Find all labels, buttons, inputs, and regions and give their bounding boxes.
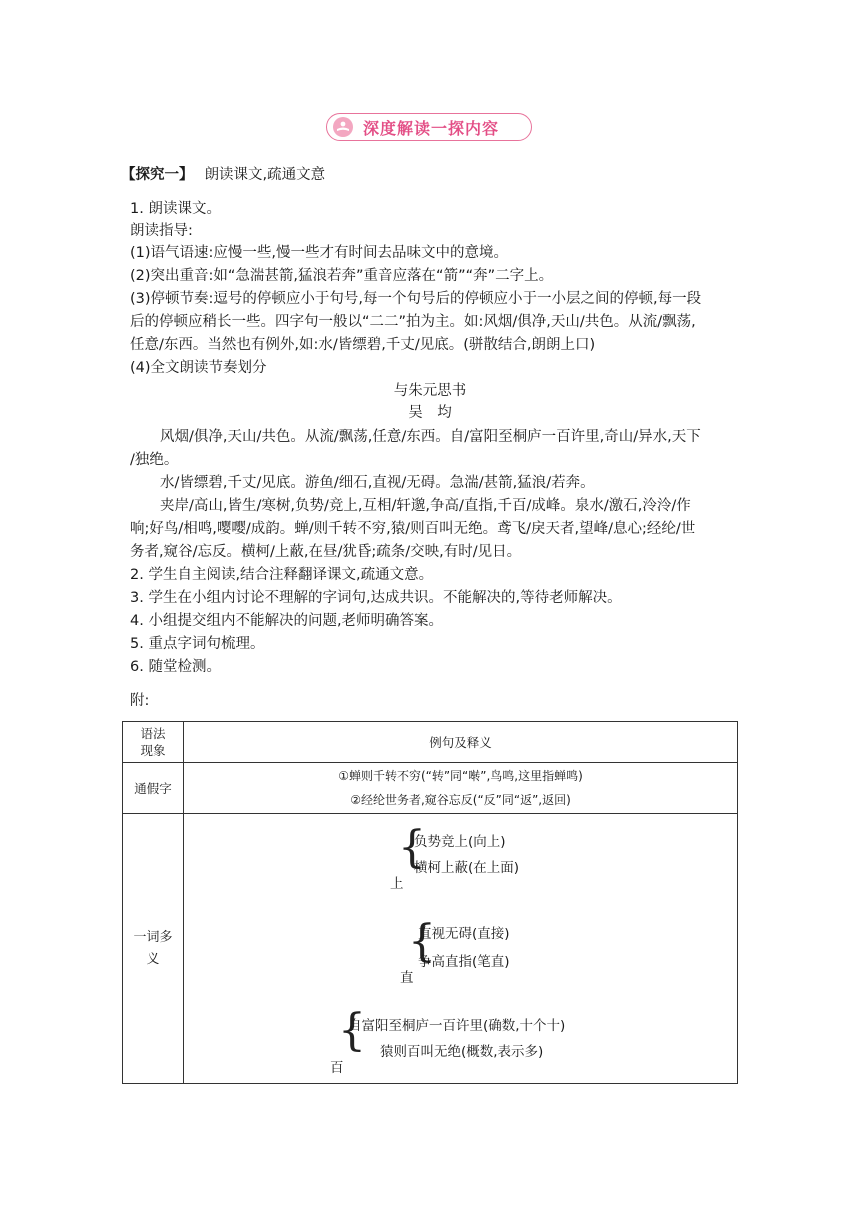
bai-example-1: 自富阳至桐庐一百许里(确数,十个十): [348, 1018, 566, 1034]
header-cell-examples: 例句及释义: [184, 722, 738, 763]
shang-example-2: 横柯上蔽(在上面): [414, 860, 520, 876]
brace-zhi: {: [408, 916, 436, 967]
step-1: 1. 朗读课文。: [130, 201, 221, 217]
tongjia-examples: [184, 763, 738, 814]
step-2: 2. 学生自主阅读,结合注释翻译课文,疏通文意。: [130, 567, 434, 583]
brace-shang: {: [398, 822, 426, 873]
appendix-label: 附:: [130, 693, 150, 709]
reading-guide-label: 朗读指导:: [130, 223, 193, 239]
brace-bai: {: [338, 1005, 366, 1056]
duoyi-label: 一词多义: [123, 814, 184, 1084]
zhi-example-2: 争高直指(笔直): [418, 954, 510, 970]
step-6: 6. 随堂检测。: [130, 659, 221, 675]
step-4: 4. 小组提交组内不能解决的问题,老师明确答案。: [130, 613, 444, 629]
banner-title: 深度解读一探内容: [363, 118, 500, 138]
bai-example-2: 猿则百叫无绝(概数,表示多): [380, 1044, 544, 1060]
tongjia-example-1: ①蝉则千转不穷(“转”同“啭”,鸟鸣,这里指蝉鸣): [338, 769, 583, 783]
poem-para-3-line-2: 响;好鸟/相鸣,嘤嘤/成韵。蝉/则千转不穷,猿/则百叫无绝。鸢飞/戾天者,望峰/息心;经纶/世: [130, 521, 696, 537]
header-cell-phenomenon: 语法现象: [123, 722, 184, 763]
table-row-tongjia: [123, 763, 738, 814]
section-heading: [121, 163, 325, 184]
bai-char: 百: [330, 1060, 344, 1076]
grammar-table: [122, 721, 738, 1084]
zhi-char: 直: [400, 970, 414, 986]
shang-example-1: 负势竞上(向上): [414, 834, 506, 850]
table-row-duoyi: [123, 814, 738, 1084]
guide-item-3-line-2: 后的停顿应稍长一些。四字句一般以“二二”拍为主。如:风烟/俱净,天山/共色。从流/飘荡,: [130, 314, 696, 330]
tongjia-label: 通假字: [123, 763, 184, 814]
poem-para-1-line-1: 风烟/俱净,天山/共色。从流/飘荡,任意/东西。自/富阳至桐庐一百许里,奇山/异水,天下: [160, 429, 701, 445]
poem-para-3-line-1: 夹岸/高山,皆生/寒树,负势/竞上,互相/轩邈,争高/直指,千百/成峰。泉水/激石,泠泠/作: [160, 498, 691, 514]
guide-item-1: (1)语气语速:应慢一些,慢一些才有时间去品味文中的意境。: [130, 245, 509, 261]
tongjia-example-2: ②经纶世务者,窥谷忘反(“反”同“返”,返回): [350, 793, 571, 807]
poem-title: 与朱元思书: [393, 383, 467, 399]
duoyi-examples: [184, 814, 738, 1084]
table-header-row: [123, 722, 738, 763]
reading-person-icon: [333, 117, 353, 137]
guide-item-3-line-1: (3)停顿节奏:逗号的停顿应小于句号,每一个句号后的停顿应小于一小层之间的停顿,每一段: [130, 291, 702, 307]
guide-item-4: (4)全文朗读节奏划分: [130, 360, 267, 376]
poem-para-2: 水/皆缥碧,千丈/见底。游鱼/细石,直视/无碍。急湍/甚箭,猛浪/若奔。: [160, 475, 595, 491]
section-bracket: 【探究一】: [121, 167, 194, 183]
step-5: 5. 重点字词句梳理。: [130, 636, 265, 652]
poem-para-1-line-2: /独绝。: [130, 452, 179, 468]
section-banner: [326, 113, 532, 141]
step-3: 3. 学生在小组内讨论不理解的字词句,达成共识。不能解决的,等待老师解决。: [130, 590, 622, 606]
guide-item-3-line-3: 任意/东西。当然也有例外,如:水/皆缥碧,千丈/见底。(骈散结合,朗朗上口): [130, 337, 596, 353]
poem-para-3-line-3: 务者,窥谷/忘反。横柯/上蔽,在昼/犹昏;疏条/交映,有时/见日。: [130, 544, 522, 560]
shang-char: 上: [390, 876, 404, 892]
poem-author: 吴 均: [408, 405, 452, 421]
section-title: 朗读课文,疏通文意: [204, 167, 326, 183]
guide-item-2: (2)突出重音:如“急湍甚箭,猛浪若奔”重音应落在“箭”“奔”二字上。: [130, 268, 554, 284]
zhi-example-1: 直视无碍(直接): [418, 926, 510, 942]
